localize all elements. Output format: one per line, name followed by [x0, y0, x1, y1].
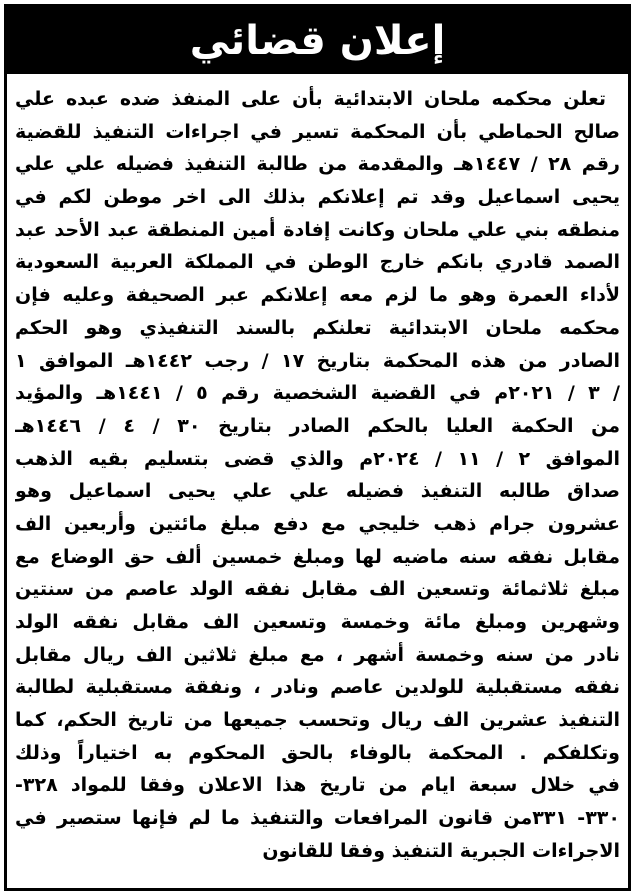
notice-line: يحيى اسماعيل وقد تم إعلانكم بذلك الى اخر موطن لكم في [15, 186, 620, 209]
notice-line: الصادر من هذه المحكمة بتاريخ ١٧ / رجب ١٤٤٢هـ الموافق ١ [15, 349, 620, 372]
notice-line: وتكلفكم . المحكمة بالوفاء بالحق المحكوم به اختياراً وذلك [15, 741, 620, 764]
notice-line: لأداء العمرة وهو ما لزم معه إعلانكم عبر الصحيفة وعليه فإن [15, 284, 620, 307]
title-bar [7, 7, 628, 74]
notice-frame [4, 4, 631, 891]
notice-line: صالح الحماطي بأن المحكمة تسير في اجراءات التنفيذ للقضية [15, 120, 620, 143]
notice-body [15, 83, 620, 868]
notice-line: الاجراءات الجبرية التنفيذ وفقا للقانون [262, 839, 620, 862]
notice-line: من الحكمة العليا بالحكم الصادر بتاريخ ٣٠ / ٤ / ١٤٤٦هـ [15, 414, 620, 437]
notice-line: صداق طالبه التنفيذ فضيله علي علي يحيى اسماعيل وهو [15, 480, 620, 503]
notice-line: تعلن محكمه ملحان الابتدائية بأن على المنفذ ضده عبده علي [15, 88, 606, 110]
notice-line: في خلال سبعة ايام من تاريخ هذا الاعلان وفقا للمواد ٣٢٨- [15, 774, 620, 797]
notice-line: منطقه بني علي ملحان وكانت إفادة أمين المنطقة عبد الأحد عبد [15, 218, 620, 241]
notice-line: وشهرين ومبلغ مائة وخمسة وتسعين الف مقابل نفقه الولد [15, 611, 620, 633]
notice-line: مبلغ ثلاثمائة وتسعين الف مقابل نفقه الولد عاصم من سنتين [15, 578, 620, 601]
notice-line: رقم ٢٨ / ١٤٤٧هـ والمقدمة من طالبة التنفيذ فضيله علي علي [15, 153, 620, 176]
notice-line: الصمد قادري بانكم خارج الوطن في المملكة العربية السعودية [15, 251, 620, 274]
notice-title: إعلان قضائي [189, 17, 446, 64]
notice-line: مقابل نفقه سنه ماضيه لها ومبلغ خمسين ألف حق الوضاع مع [15, 545, 620, 568]
notice-line: التنفيذ عشرين الف ريال وتحسب جميعها من تاريخ الحكم، كما [15, 709, 620, 732]
notice-line: / ٣ / ٢٠٢١م في القضية الشخصية رقم ٥ / ١٤٤١هـ والمؤيد [15, 382, 620, 405]
notice-line: الموافق ٢ / ١١ / ٢٠٢٤م والذي قضى بتسليم بقيه الذهب [15, 447, 620, 470]
notice-line: عشرون جرام ذهب خليجي مع دفع مبلغ مائتين وأربعين الف [15, 512, 620, 535]
notice-line: نفقه مستقبلية للولدين عاصم ونادر ، ونفقة مستقبلية لطالبة [15, 676, 620, 699]
notice-line: نادر من سنه وخمسة أشهر ، مع مبلغ ثلاثين الف ريال مقابل [15, 643, 620, 666]
notice-line: محكمه ملحان الابتدائية تعلنكم بالسند التنفيذي وهو الحكم [15, 316, 620, 339]
notice-line: ٣٣٠- ٣٣١من قانون المرافعات والتنفيذ ما لم فإنها ستصير في [15, 807, 620, 830]
